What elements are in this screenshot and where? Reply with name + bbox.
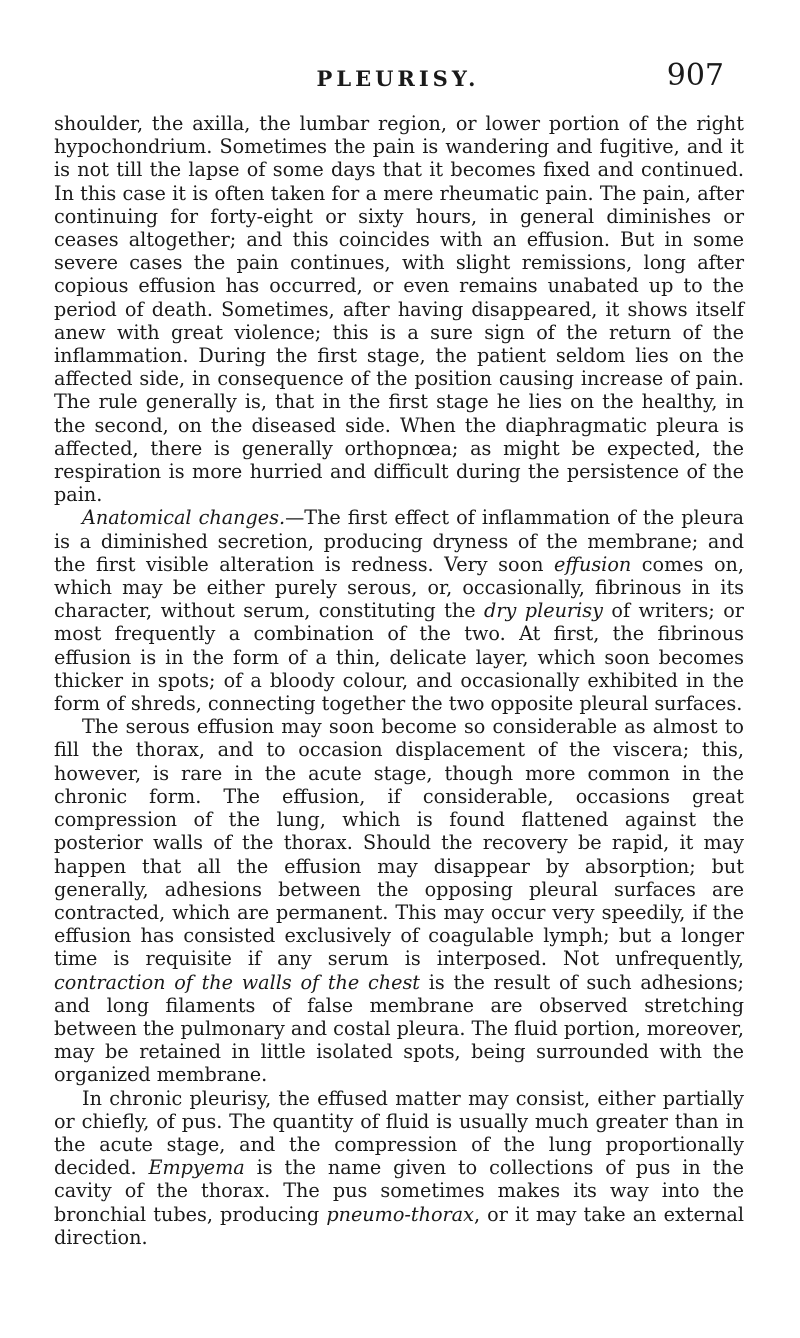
paragraph <box>54 506 744 715</box>
body-text <box>54 112 744 1249</box>
italic-term: effusion <box>554 552 632 576</box>
text-run: In chronic pleurisy, the effused matter may consist, either partially or chiefly, of pus. The quantity of fluid is usually much greater than in the acute stage, and the compression of the lung proportionally decided. <box>54 1086 744 1180</box>
running-head <box>72 58 724 98</box>
italic-term: dry pleurisy <box>484 599 603 623</box>
italic-term: contraction of the walls of the chest <box>54 970 421 994</box>
text-run: , or it may take an external direction. <box>54 1202 744 1249</box>
page-number: 907 <box>666 58 724 93</box>
italic-term: Empyema <box>148 1156 245 1180</box>
italic-term: pneumo-thorax <box>326 1202 474 1226</box>
text-run: is the result of such adhesions; and long filaments of false membrane are observed stretching between the pulmonary and costal pleura. The fluid portion, moreover, may be retained in little isolated spots, being surrounded with the organized membrane. <box>54 970 745 1087</box>
text-run: comes on, which may be either purely serous, or, occasionally, fibrinous in its character, without serum, constituting the <box>54 552 745 623</box>
text-run: shoulder, the axilla, the lumbar region, or lower portion of the right hypochondrium. Sometimes the pain is wandering and fugitive, and it is not till the lapse of some days that it becomes fixed and continued. In this case it is often taken for a mere rheumatic pain. The pain, after continuing for forty-eight or sixty hours, in general diminishes or ceases altogether; and this coincides with an effusion. But in some severe cases the pain continues, with slight remissions, long after copious effusion has occurred, or even remains unabated up to the period of death. Sometimes, after having disappeared, it shows itself anew with great violence; this is a sure sign of the return of the inflammation. During the first stage, the patient seldom lies on the affected side, in consequence of the position causing increase of pain. The rule generally is, that in the first stage he lies on the healthy, in the second, on the diseased side. When the diaphragmatic pleura is affected, there is generally orthopnœa; as might be expected, the respiration is more hurried and difficult during the persistence of the pain. <box>54 112 744 507</box>
text-run: The serous effusion may soon become so considerable as almost to fill the thorax, and to occasion displacement of the viscera; this, however, is rare in the acute stage, though more common in the chronic form. The effusion, if considerable, occasions great compression of the lung, which is found flattened against the posterior walls of the thorax. Should the recovery be rapid, it may happen that all the effusion may disappear by absorption; but generally, adhesions between the opposing pleural surfaces are contracted, which are permanent. This may occur very speedily, if the effusion has consisted exclusively of coagulable lymph; but a longer time is requisite if any serum is interposed. Not unfrequently, <box>54 715 744 971</box>
text-run: of writers; or most frequently a combination of the two. At first, the fibrinous effusion is in the form of a thin, delicate layer, which soon becomes thicker in spots; of a bloody colour, and occasionally exhibited in the form of shreds, connecting together the two opposite pleural surfaces. <box>54 599 744 716</box>
running-title: PLEURISY. <box>316 66 480 91</box>
paragraph <box>54 715 744 1086</box>
paragraph <box>54 112 744 506</box>
text-run: is the name given to collections of pus in the cavity of the thorax. The pus sometimes makes its way into the bronchial tubes, producing <box>54 1156 745 1226</box>
paragraph <box>54 1087 744 1249</box>
italic-term: Anatomical changes. <box>82 506 286 530</box>
text-run: —The first effect of inflammation of the pleura is a diminished secretion, producing dryness of the membrane; and the first visible alteration is redness. Very soon <box>54 506 744 576</box>
